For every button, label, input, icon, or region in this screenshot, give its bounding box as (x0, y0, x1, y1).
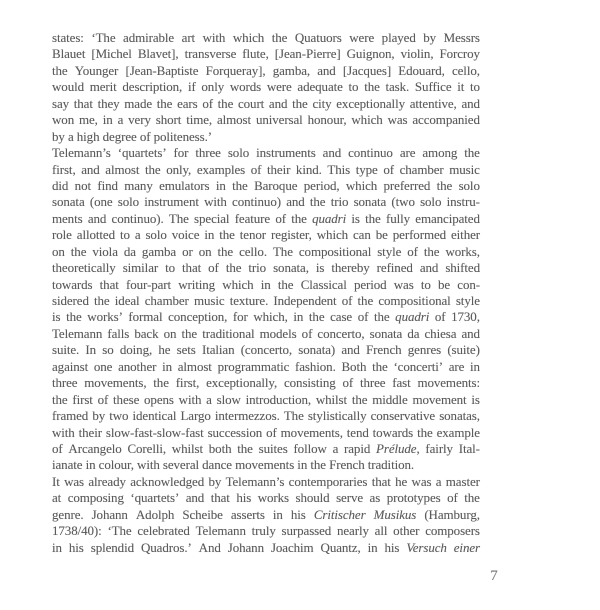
text-line: did not find many emulators in the Baroque period, which preferred the solo (52, 177, 480, 193)
text-line: sidered the ideal chamber music texture. Independent of the compositional style (52, 293, 480, 308)
text-line: the Younger [Jean-Baptiste Forqueray], gamba, and [Jacques] Edouard, cello, (52, 62, 480, 78)
text-block (52, 30, 480, 556)
text-line: against one another in almost programmatic fashion. Both the ‘concerti’ are in (52, 358, 480, 374)
text-line: sonata (one solo instrument with continuo) and the trio sonata (two solo instru- (52, 194, 480, 210)
text-line: theoretically similar to that of the trio sonata, is thereby refined and shifted (52, 260, 480, 276)
text-line: genre. Johann Adolph Scheibe asserts in his Critischer Musikus (Hamburg, (52, 506, 480, 522)
text-line: states: ‘The admirable art with which the Quatuors were played by Messrs (52, 30, 480, 45)
text-line: It was already acknowledged by Telemann’s contemporaries that he was a master (52, 473, 480, 489)
text-line: by a high degree of politeness.’ (52, 128, 212, 144)
text-line: on the viola da gamba or on the cello. The compositional style of the works, (52, 243, 480, 259)
text-line: ianate in colour, with several dance movements in the French tradition. (52, 457, 415, 473)
text-line: 1738/40): ‘The celebrated Telemann truly surpassed nearly all other composers (52, 523, 480, 539)
text-line: Blauet [Michel Blavet], transverse flute, [Jean-Pierre] Guignon, violin, Forcroy (52, 46, 480, 62)
text-line: Telemann falls back on the traditional models of concerto, sonata da chiesa and (52, 325, 480, 341)
text-line: towards that four-part writing which in the Classical period was to be con- (52, 276, 480, 292)
page-number: 7 (490, 568, 498, 584)
text-line: Telemann’s ‘quartets’ for three solo instruments and continuo are among the (52, 145, 480, 161)
text-line: of Arcangelo Corelli, whilst both the suites follow a rapid Prélude, fairly Ital- (52, 440, 480, 456)
text-line: would merit description, if only words were adequate to the task. Suffice it to (52, 79, 480, 95)
text-line: with their slow-fast-slow-fast succession of movements, tend towards the example (52, 424, 480, 440)
text-line: first, and almost the only, examples of their kind. This type of chamber music (52, 161, 480, 177)
text-line: three movements, the first, exceptionally, consisting of three fast movements: (52, 375, 480, 391)
text-line: ments and continuo). The special feature of the quadri is the fully emancipated (52, 210, 480, 226)
text-line: say that they made the ears of the court and the city exceptionally attentive, and (52, 95, 480, 111)
text-line: suite. In so doing, he sets Italian (concerto, sonata) and French genres (suite) (52, 342, 480, 358)
text-line: the first of these opens with a slow introduction, whilst the middle movement is (52, 391, 480, 407)
text-line: at composing ‘quartets’ and that his works should serve as prototypes of the (52, 490, 480, 506)
text-line: in his splendid Quadros.’ And Johann Joachim Quantz, in his Versuch einer (52, 539, 480, 555)
text-line: role allotted to a solo voice in the tenor register, which can be performed either (52, 227, 480, 243)
text-line: is the works’ formal conception, for which, in the case of the quadri of 1730, (52, 309, 480, 325)
text-line: framed by two identical Largo intermezzos. The stylistically conservative sonatas, (52, 408, 480, 424)
text-line: won me, in a very short time, almost universal honour, which was accompanied (52, 112, 480, 128)
